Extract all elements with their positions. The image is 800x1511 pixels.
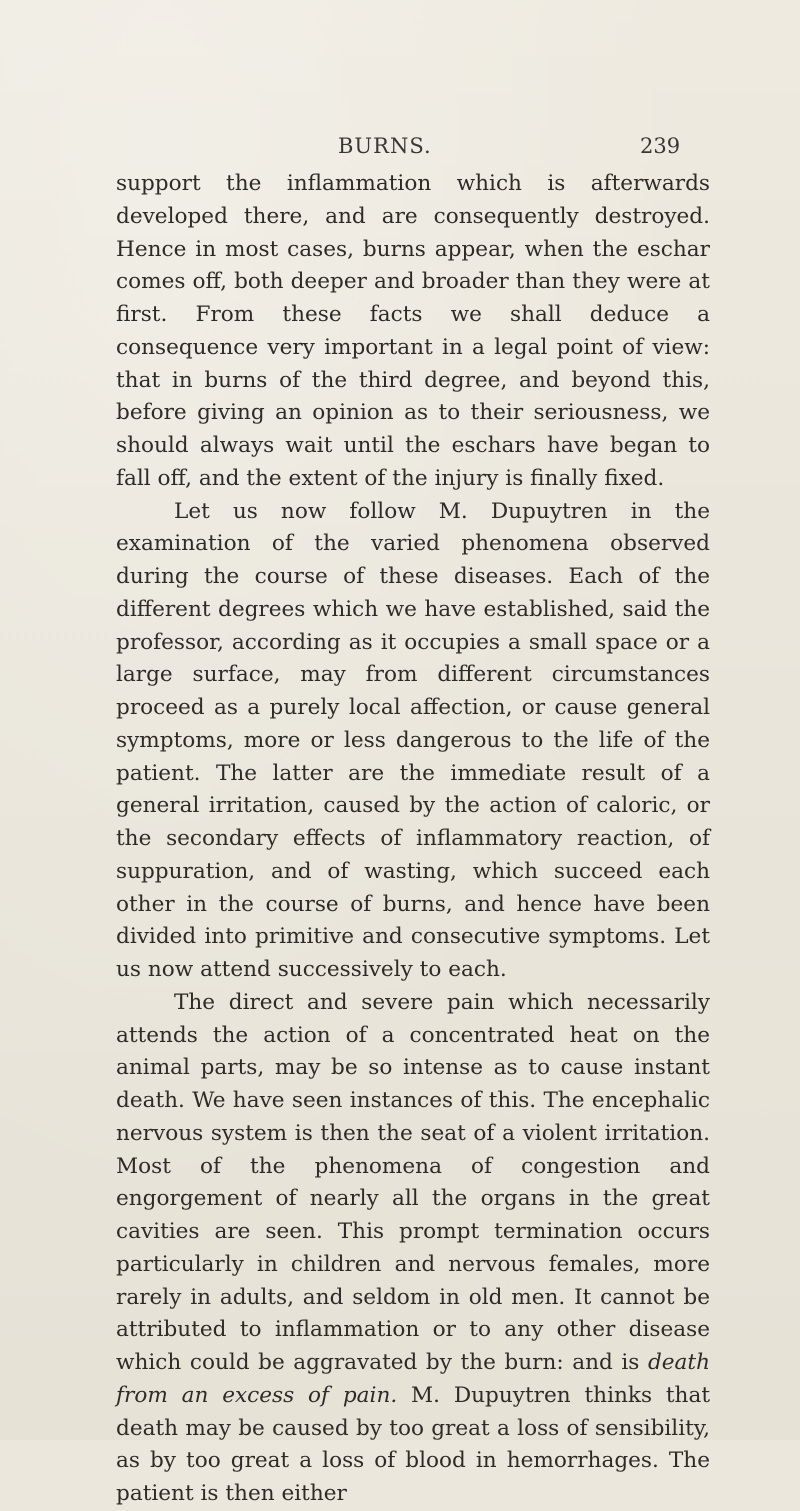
body-text: [116, 168, 710, 1511]
paragraph-3-italic-phrase: death from an excess of pain.: [116, 1350, 710, 1408]
paragraph-1: support the inflammation which is afterwards developed there, and are consequently destroyed. Hence in most cases, burns appear, when the eschar comes off, both deeper and broader than they were at first. From these facts we shall deduce a consequence very important in a legal point of view: that in burns of the third degree, and beyond this, before giving an opinion as to their seriousness, we should always wait until the eschars have began to fall off, and the extent of the injury is finally fixed.: [116, 171, 710, 491]
paragraph-3: [116, 987, 710, 1511]
paragraph-3-text-start: The direct and severe pain which necessarily attends the action of a concentrated heat on the animal parts, may be so intense as to cause instant death. We have seen instances of this. The encephalic nervous system is then the seat of a violent irritation. Most of the phenomena of congestion and engorgement of nearly all the organs in the great cavities are seen. This prompt termination occurs particularly in children and nervous females, more rarely in adults, and seldom in old men. It cannot be attributed to inflammation or to any other disease which could be aggravated by the burn: and is: [116, 989, 710, 1375]
page-number: 239: [640, 134, 681, 158]
running-head: [0, 134, 800, 170]
paragraph-3-text-end: M. Dupuytren thinks that death may be caused by too great a loss of sensibility, as by too great a loss of blood in hemorrhages. The patient is then either: [116, 1382, 711, 1506]
paragraph-2: Let us now follow M. Dupuytren in the examination of the varied phenomena observed during the course of these diseases. Each of the different degrees which we have established, said the professor, according as it occupies a small space or a large surface, may from different circumstances proceed as a purely local affection, or cause general symptoms, more or less dangerous to the life of the patient. The latter are the immediate result of a general irritation, caused by the action of caloric, or the secondary effects of inflammatory reaction, of suppuration, and of wasting, which succeed each other in the course of burns, and hence have been divided into primitive and consecutive symptoms. Let us now attend successively to each.: [116, 498, 710, 982]
running-head-title: BURNS.: [338, 134, 432, 158]
